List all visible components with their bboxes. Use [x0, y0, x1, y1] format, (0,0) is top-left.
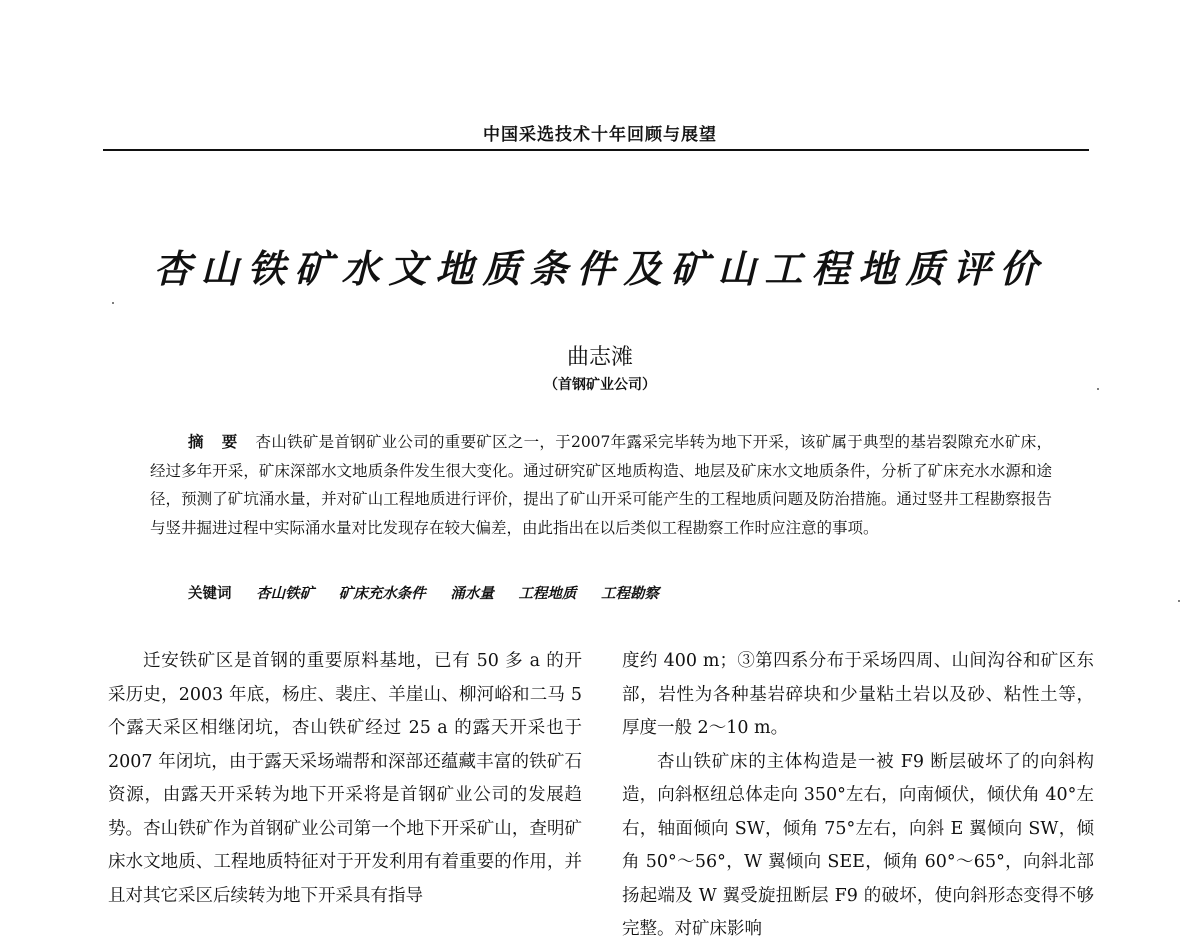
body-left-column: 迁安铁矿区是首钢的重要原料基地，已有 50 多 a 的开采历史，2003 年底，杨庄、裴庄、羊崖山、柳河峪和二马 5 个露天采区相继闭坑，杏山铁矿经过 25 a 的露天开采也于 2007 年闭坑，由于露天采场端帮和深部还蕴藏丰富的铁矿石资源，由露天开采转为地下开采将是首钢矿业公司的发展趋势。杏山铁矿作为首钢矿业公司第一个地下开采矿山，查明矿床水文地质、工程地质特征对于开发利用有着重要的作用，并且对其它采区后续转为地下开采具有指导 — [108, 651, 582, 906]
header-rule — [103, 149, 1089, 151]
author-name: 曲志滩 — [566, 345, 633, 370]
scan-speck — [1097, 388, 1099, 390]
keyword-item: 矿床充水条件 — [338, 585, 426, 602]
body-paragraph: 杏山铁矿床的主体构造是一被 F9 断层破坏了的向斜构造，向斜枢纽总体走向 350°左右，向南倾伏，倾伏角 40°左右，轴面倾向 SW，倾角 75°左右，向斜 E 翼倾向 SW，倾角 50°～56°，W 翼倾向 SEE，倾角 60°～65°，向斜北部扬起端及 W 翼受旋扭断层 F9 的破坏，使向斜形态变得不够完整。对矿床影响 — [622, 751, 1094, 939]
body-right-column — [622, 645, 1094, 947]
keywords-label: 关键词 — [188, 586, 232, 602]
keyword-item: 涌水量 — [450, 585, 494, 602]
abstract — [150, 428, 1052, 542]
abstract-text: 杏山铁矿是首钢矿业公司的重要矿区之一，于2007年露采完毕转为地下开采，该矿属于典型的基岩裂隙充水矿床，经过多年开采，矿床深部水文地质条件发生很大变化。通过研究矿区地质构造、地层及矿床水文地质条件，分析了矿床充水水源和途径，预测了矿坑涌水量，并对矿山工程地质进行评价，提出了矿山开采可能产生的工程地质问题及防治措施。通过竖井工程勘察报告与竖井掘进过程中实际涌水量对比发现存在较大偏差，由此指出在以后类似工程勘察工作时应注意的事项。 — [150, 433, 1052, 537]
scan-speck — [1178, 600, 1180, 602]
author-affiliation: （首钢矿业公司） — [544, 377, 656, 393]
keyword-item: 工程地质 — [518, 585, 577, 602]
keyword-item: 杏山铁矿 — [256, 585, 315, 602]
abstract-label: 摘要 — [188, 433, 256, 451]
scan-speck — [112, 302, 114, 304]
keyword-item: 工程勘察 — [601, 585, 660, 602]
keywords — [188, 582, 679, 603]
body-paragraph: 度约 400 m；③第四系分布于采场四周、山间沟谷和矿区东部，岩性为各种基岩碎块和少量粘土岩以及砂、粘性土等，厚度一般 2～10 m。 — [622, 651, 1094, 738]
article-title: 杏山铁矿水文地质条件及矿山工程地质评价 — [153, 246, 1047, 291]
running-header: 中国采选技术十年回顾与展望 — [483, 125, 717, 145]
